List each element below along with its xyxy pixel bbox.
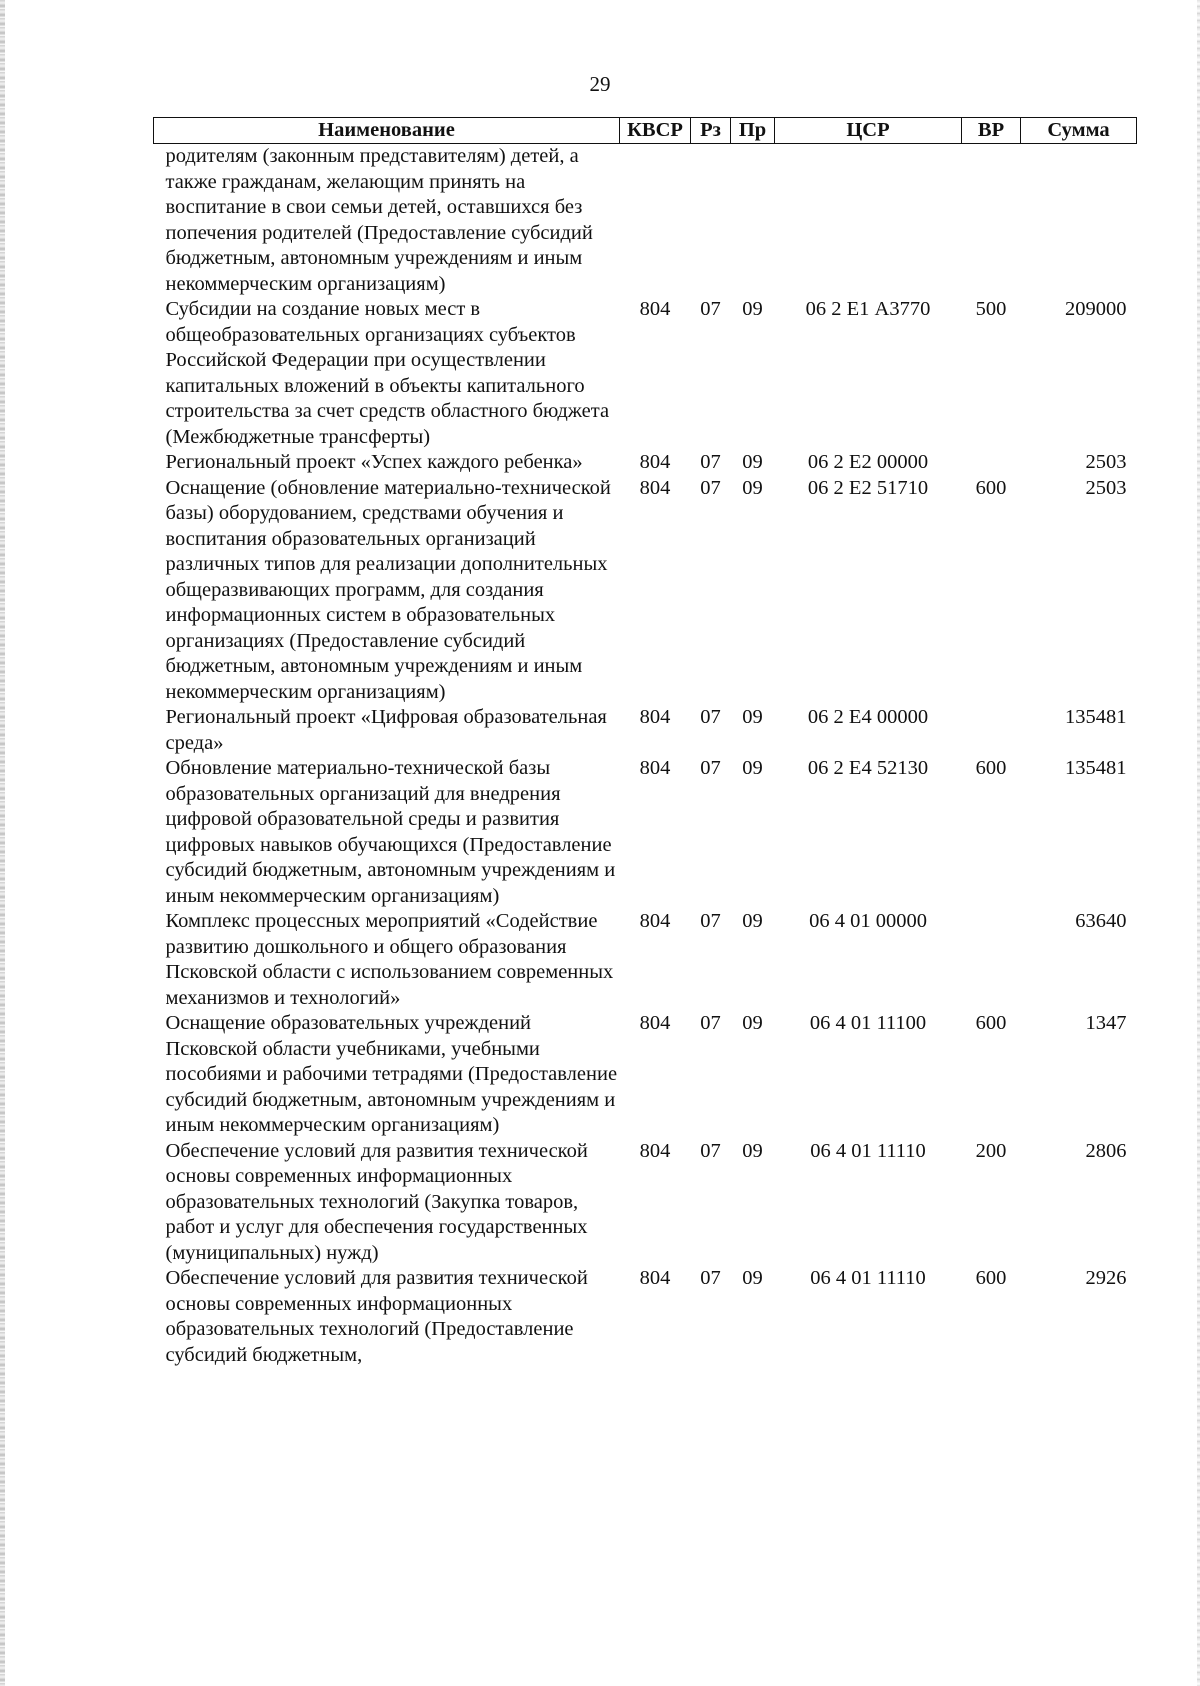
- row-pr: 09: [742, 706, 763, 728]
- row-name: Комплекс процессных мероприятий «Содействие развитию дошкольного и общего образования Псковской области с использованием современных механизмов и технологий»: [165, 910, 614, 1009]
- row-csr: 06 4 01 11110: [810, 1267, 926, 1289]
- row-pr: 09: [742, 476, 763, 499]
- row-kvsr: 804: [639, 757, 671, 779]
- page-number: 29: [589, 72, 611, 96]
- row-vr: [962, 909, 1021, 1011]
- table-row: [154, 909, 1137, 1011]
- row-csr: 06 2 E4 00000: [807, 706, 929, 728]
- table-header: [154, 118, 1137, 144]
- row-rz: 07: [700, 910, 721, 932]
- row-rz: [691, 144, 731, 298]
- row-kvsr: 804: [639, 451, 671, 473]
- table-row: [154, 1139, 1137, 1267]
- row-rz: 07: [700, 757, 721, 779]
- header-rz: Рз: [691, 118, 731, 144]
- row-name: Региональный проект «Успех каждого ребенка»: [165, 451, 583, 473]
- row-vr: [962, 450, 1021, 476]
- table-row: [154, 297, 1137, 450]
- row-vr: [962, 705, 1021, 756]
- row-rz: 07: [700, 1139, 721, 1162]
- row-kvsr: 804: [639, 1139, 671, 1162]
- row-pr: [731, 144, 775, 298]
- row-pr: 09: [742, 298, 763, 320]
- row-csr: 06 2 E1 А3770: [805, 298, 931, 320]
- row-csr: [775, 144, 962, 298]
- row-kvsr: 804: [639, 1012, 671, 1034]
- row-pr: 09: [742, 451, 763, 473]
- header-vr: ВР: [962, 118, 1021, 144]
- row-kvsr: 804: [639, 476, 671, 499]
- table-row: [154, 476, 1137, 706]
- row-csr: 06 4 01 00000: [809, 910, 927, 932]
- table-row: [154, 1011, 1137, 1139]
- row-name: Субсидии на создание новых мест в общеобразовательных организациях субъектов Российской Федерации при осуществлении капитальных вложений в объекты капитального строительства за счет средств областного бюджета (Межбюджетные трансферты): [165, 298, 610, 448]
- row-name: Оснащение (обновление материально-технической базы) оборудованием, средствами обучения и воспитания образовательных организаций различных типов для реализации дополнительных общеразвивающих программ, для создания информационных систем в образовательных организациях (Предоставление субсидий бюджетным, автономным учреждениям и иным некоммерческим организациям): [165, 476, 611, 703]
- row-sum: 2806: [1085, 1139, 1127, 1162]
- table-row: [154, 705, 1137, 756]
- row-sum: [1021, 144, 1137, 298]
- row-csr: 06 2 E4 52130: [807, 757, 929, 779]
- row-vr: 600: [975, 757, 1007, 779]
- row-kvsr: 804: [639, 706, 671, 728]
- row-sum: 135481: [1065, 757, 1127, 779]
- header-sum: Сумма: [1021, 118, 1137, 144]
- row-vr: 600: [975, 476, 1007, 499]
- budget-table: [153, 117, 1137, 1368]
- row-vr: [962, 144, 1021, 298]
- row-sum: 1347: [1085, 1012, 1127, 1034]
- table-body: [154, 144, 1137, 1369]
- row-csr: 06 2 E2 51710: [807, 476, 929, 499]
- header-csr: ЦСР: [775, 118, 962, 144]
- row-sum: 2503: [1085, 451, 1127, 473]
- table-row: [154, 1266, 1137, 1368]
- row-name: Обеспечение условий для развития технической основы современных информационных образовательных технологий (Предоставление субсидий бюджетным,: [165, 1267, 588, 1366]
- row-name: Обновление материально-технической базы образовательных организаций для внедрения цифровой образовательной среды и развития цифровых навыков обучающихся (Предоставление субсидий бюджетным, автономным учреждениям и иным некоммерческим организациям): [165, 757, 616, 907]
- row-kvsr: 804: [639, 1267, 671, 1289]
- table-row: [154, 756, 1137, 909]
- row-csr: 06 4 01 11110: [810, 1139, 926, 1162]
- row-sum: 135481: [1065, 706, 1127, 728]
- row-name: Региональный проект «Цифровая образовательная среда»: [165, 706, 607, 754]
- row-rz: 07: [700, 1267, 721, 1289]
- row-pr: 09: [742, 757, 763, 779]
- header-kvsr: КВСР: [620, 118, 691, 144]
- row-vr: 200: [975, 1139, 1007, 1162]
- row-name: Обеспечение условий для развития технической основы современных информационных образовательных технологий (Закупка товаров, работ и услуг для обеспечения государственных (муниципальных) нужд): [165, 1139, 588, 1264]
- row-vr: 600: [975, 1012, 1007, 1034]
- row-sum: 2926: [1085, 1267, 1127, 1289]
- row-rz: 07: [700, 451, 721, 473]
- table-row: [154, 450, 1137, 476]
- header-pr: Пр: [731, 118, 775, 144]
- row-name: родителям (законным представителям) детей, а также гражданам, желающим принять на воспитание в свои семьи детей, оставшихся без попечения родителей (Предоставление субсидий бюджетным, автономным учреждениям и иным некоммерческим организациям): [165, 145, 593, 295]
- scan-edge-left: [0, 0, 5, 1686]
- header-name: Наименование: [154, 118, 620, 144]
- row-csr: 06 2 E2 00000: [807, 451, 929, 473]
- row-kvsr: 804: [639, 298, 671, 320]
- row-sum: 63640: [1075, 910, 1127, 932]
- table-row: [154, 144, 1137, 298]
- row-pr: 09: [742, 1139, 763, 1162]
- row-vr: 500: [975, 298, 1007, 320]
- row-csr: 06 4 01 11100: [809, 1012, 927, 1034]
- row-name: Оснащение образовательных учреждений Псковской области учебниками, учебными пособиями и рабочими тетрадями (Предоставление субсидий бюджетным, автономным учреждениям и иным некоммерческим организациям): [165, 1012, 618, 1136]
- row-rz: 07: [700, 706, 721, 728]
- row-pr: 09: [742, 1012, 763, 1034]
- row-pr: 09: [742, 1267, 763, 1289]
- row-kvsr: [620, 144, 691, 298]
- row-sum: 2503: [1085, 476, 1127, 499]
- row-vr: 600: [975, 1267, 1007, 1289]
- row-kvsr: 804: [639, 910, 671, 932]
- row-rz: 07: [700, 298, 721, 320]
- row-pr: 09: [742, 910, 763, 932]
- row-rz: 07: [700, 476, 721, 499]
- row-sum: 209000: [1065, 298, 1127, 320]
- row-rz: 07: [700, 1012, 721, 1034]
